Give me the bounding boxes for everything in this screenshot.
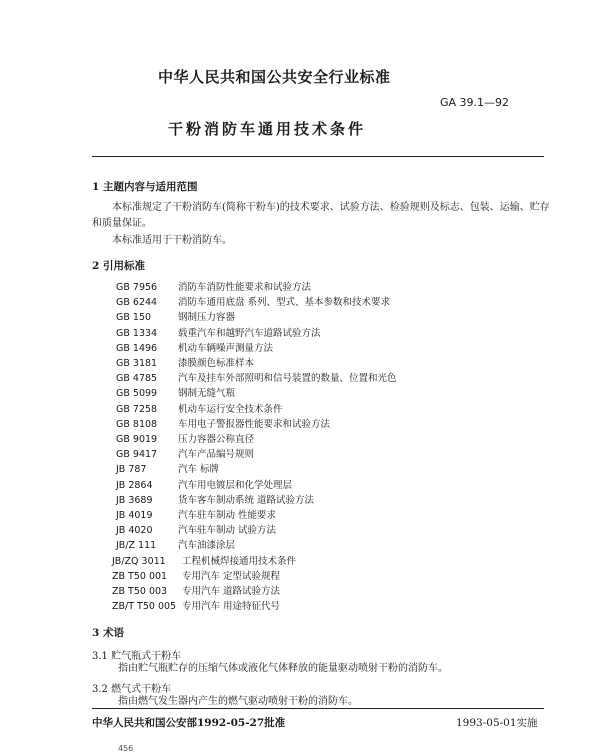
reference-code: GB 7258 (116, 403, 158, 415)
reference-item (116, 492, 314, 506)
reference-item (112, 553, 296, 567)
reference-title: 汽车及挂车外部照明和信号装置的数量、位置和光色 (178, 373, 397, 385)
reference-code: GB 3181 (116, 358, 158, 369)
reference-item (116, 401, 283, 415)
reference-code: ZB T50 001 (112, 570, 168, 582)
reference-title: 消防车通用底盘 系列、型式、基本参数和技术要求 (178, 297, 391, 309)
reference-code: GB 6244 (116, 297, 158, 309)
standard-code: GA 39.1—92 (440, 96, 510, 109)
reference-item (116, 370, 397, 384)
term-3-2-definition: 指由燃气发生器内产生的燃气驱动喷射干粉的消防车。 (118, 696, 358, 707)
reference-code: GB 7956 (116, 282, 158, 293)
reference-title: 汽车驻车制动 性能要求 (178, 510, 277, 521)
reference-code: GB 5099 (116, 388, 158, 400)
reference-item (116, 461, 219, 475)
reference-title: 工程机械焊接通用技术条件 (182, 555, 297, 567)
reference-item (116, 477, 292, 491)
reference-item (112, 583, 280, 597)
reference-item (116, 431, 254, 445)
reference-item (116, 355, 254, 369)
reference-code: JB 3689 (116, 494, 153, 506)
section-1-heading: 1 主题内容与适用范围 (92, 181, 198, 193)
footer-rule (92, 708, 544, 709)
section-3-heading: 3 术语 (92, 627, 124, 639)
reference-code: JB/ZQ 3011 (112, 555, 166, 567)
reference-title: 机动车辆噪声测量方法 (178, 342, 274, 354)
reference-title: 压力容器公称直径 (178, 434, 255, 445)
reference-code: GB 1334 (116, 327, 158, 339)
reference-title: 钢制压力容器 (178, 312, 236, 324)
reference-title: 漆膜颜色标准样本 (178, 358, 255, 369)
reference-title: 汽车用电镀层和化学处理层 (178, 479, 293, 491)
reference-code: GB 9417 (116, 449, 158, 461)
header-rule (92, 156, 544, 157)
section-1-para-2: 本标准适用于干粉消防车。 (112, 235, 232, 246)
reference-item (116, 340, 273, 354)
section-2-heading: 2 引用标准 (92, 260, 145, 272)
reference-code: JB 787 (116, 464, 147, 476)
reference-code: GB 9019 (116, 434, 158, 445)
page-number: 456 (118, 744, 134, 753)
reference-title: 载重汽车和越野汽车道路试验方法 (178, 327, 321, 339)
reference-item (112, 568, 280, 582)
reference-title: 专用汽车 用途特征代号 (182, 601, 281, 613)
section-1-para-1-line-1: 本标准规定了干粉消防车(简称干粉车)的技术要求、试验方法、检验规则及标志、包装、运输、贮存 (112, 202, 550, 213)
reference-title: 机动车运行安全技术条件 (178, 403, 283, 415)
section-1-para-1-line-2: 和质量保证。 (92, 218, 152, 229)
reference-title: 汽车驻车制动 试验方法 (178, 525, 277, 537)
document-title: 干粉消防车通用技术条件 (168, 120, 367, 138)
reference-title: 专用汽车 定型试验规程 (182, 570, 281, 582)
reference-item (116, 522, 276, 536)
reference-title: 消防车消防性能要求和试验方法 (178, 282, 312, 293)
implementation-date: 1993-05-01实施 (456, 717, 538, 729)
reference-title: 钢制无缝气瓶 (178, 388, 236, 400)
reference-item (116, 507, 276, 521)
reference-item (116, 446, 254, 460)
reference-item (116, 279, 311, 293)
reference-item (116, 416, 330, 430)
reference-title: 专用汽车 道路试验方法 (182, 586, 281, 597)
reference-title: 汽车 标牌 (178, 464, 220, 476)
reference-item (112, 598, 280, 612)
reference-title: 汽车油漆涂层 (178, 540, 236, 552)
approval-line: 中华人民共和国公安部1992-05-27批准 (92, 717, 286, 729)
reference-code: JB 4020 (116, 525, 153, 537)
term-3-1-heading: 3.1 贮气瓶式干粉车 (92, 651, 182, 662)
term-3-2-heading: 3.2 燃气式干粉车 (92, 684, 172, 695)
reference-code: GB 4785 (116, 373, 158, 385)
reference-code: JB 2864 (116, 479, 153, 491)
reference-item (116, 309, 235, 323)
reference-item (116, 294, 390, 308)
reference-code: ZB T50 003 (112, 586, 168, 597)
reference-item (116, 385, 235, 399)
reference-title: 货车客车制动系统 道路试验方法 (178, 494, 315, 506)
term-3-1-definition: 指由贮气瓶贮存的压缩气体或液化气体释放的能量驱动喷射干粉的消防车。 (118, 663, 448, 674)
reference-code: GB 1496 (116, 342, 158, 354)
reference-code: GB 150 (116, 312, 152, 324)
reference-title: 车用电子警报器性能要求和试验方法 (178, 418, 331, 430)
org-title: 中华人民共和国公共安全行业标准 (158, 68, 391, 86)
reference-code: JB 4019 (116, 510, 153, 521)
reference-code: JB/Z 111 (116, 540, 157, 552)
reference-item (116, 325, 321, 339)
reference-title: 汽车产品编号规则 (178, 449, 255, 461)
reference-code: GB 8108 (116, 418, 158, 430)
reference-code: ZB/T T50 005 (112, 601, 177, 613)
reference-item (116, 537, 235, 551)
